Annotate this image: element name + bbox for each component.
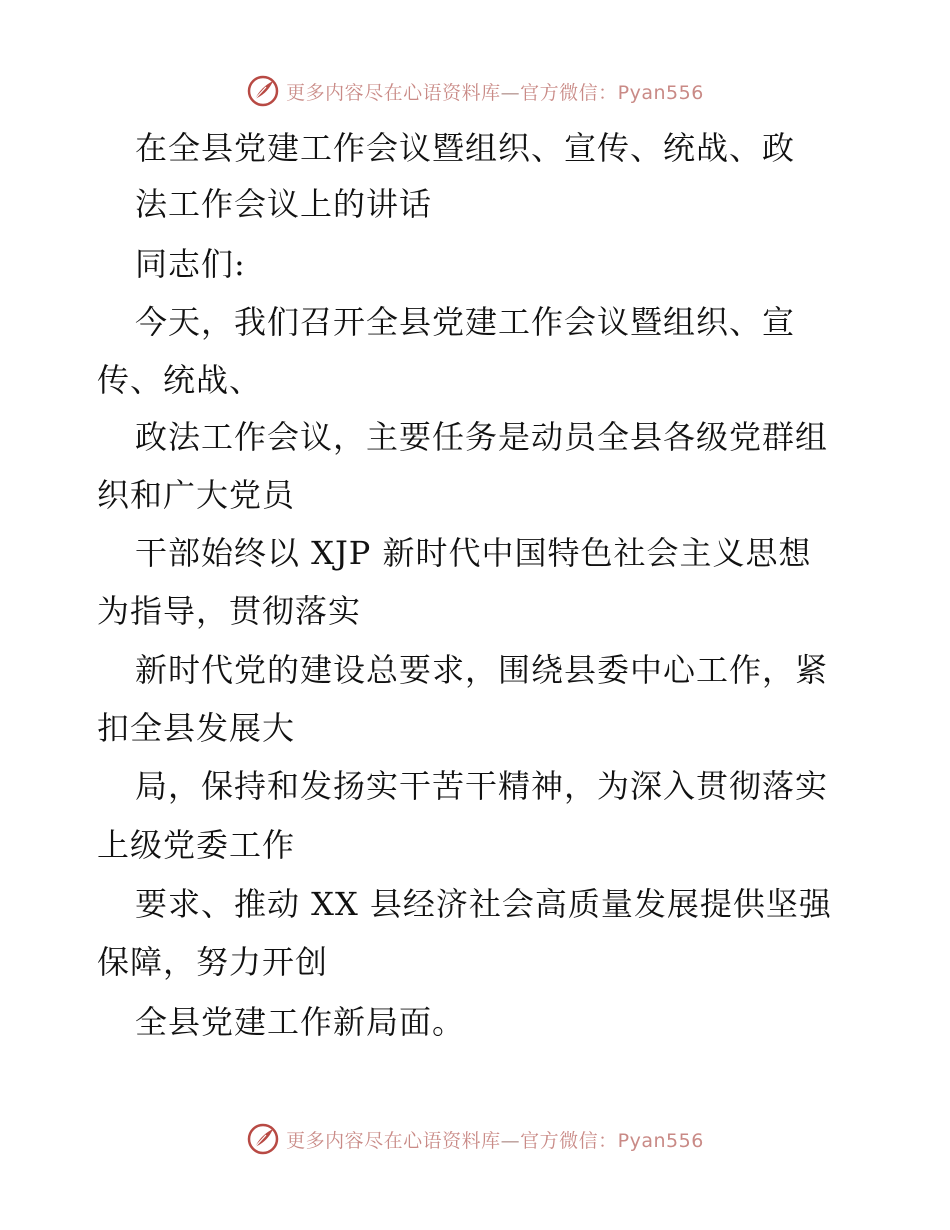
paragraph-line: 传、统战、	[97, 361, 263, 399]
watermark-text	[286, 1126, 704, 1153]
watermark-dash: —	[500, 81, 521, 104]
watermark-wechat-text: 官方微信：Pyan556	[520, 1129, 704, 1152]
watermark-text	[286, 78, 704, 105]
paragraph-line: 全县党建工作新局面。	[135, 1003, 466, 1041]
paragraph-line: 织和广大党员	[97, 476, 296, 514]
paragraph-line: 扣全县发展大	[97, 709, 296, 747]
paragraph-line: 干部始终以 XJP 新时代中国特色社会主义思想	[135, 534, 812, 572]
feather-pen-circle-icon	[246, 74, 280, 108]
paragraph-line: 新时代党的建设总要求，围绕县委中心工作，紧	[135, 651, 829, 689]
feather-pen-circle-icon	[246, 1122, 280, 1156]
paragraph-line: 今天，我们召开全县党建工作会议暨组织、宣	[135, 303, 796, 341]
header-watermark	[0, 71, 950, 111]
paragraph-line: 上级党委工作	[97, 826, 296, 864]
watermark-main-text: 更多内容尽在心语资料库	[286, 1129, 501, 1152]
watermark-main-text: 更多内容尽在心语资料库	[286, 81, 501, 104]
watermark-wechat-text: 官方微信：Pyan556	[520, 81, 704, 104]
watermark-dash: —	[500, 1129, 521, 1152]
footer-watermark	[0, 1119, 950, 1159]
paragraph-line: 政法工作会议，主要任务是动员全县各级党群组	[135, 418, 829, 456]
document-title-line: 法工作会议上的讲话	[135, 185, 433, 223]
paragraph-line: 要求、推动 XX 县经济社会高质量发展提供坚强	[135, 885, 832, 923]
document-title-line: 在全县党建工作会议暨组织、宣传、统战、政	[135, 129, 796, 167]
salutation: 同志们:	[135, 245, 246, 283]
paragraph-line: 保障，努力开创	[97, 943, 329, 981]
paragraph-line: 为指导，贯彻落实	[97, 592, 362, 630]
paragraph-line: 局，保持和发扬实干苦干精神，为深入贯彻落实	[135, 767, 829, 805]
